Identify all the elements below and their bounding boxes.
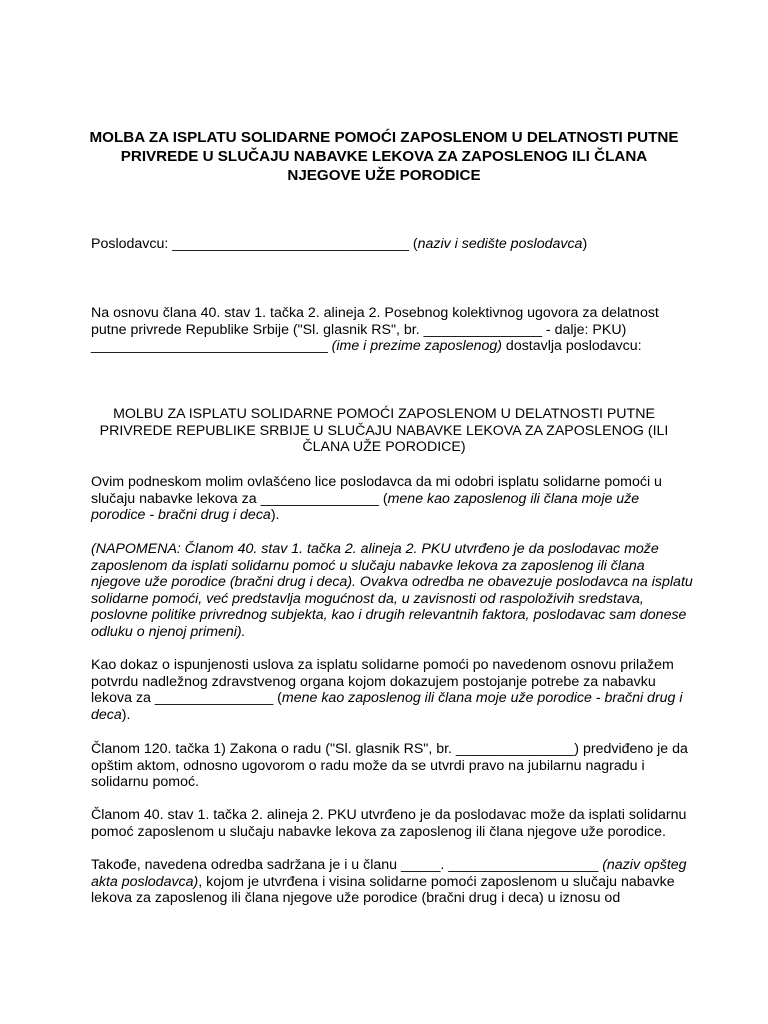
employer-hint: naziv i sedište poslodavca xyxy=(417,236,583,252)
request-subtitle xyxy=(60,406,708,456)
basis-paragraph: Na osnovu člana 40. stav 1. tačka 2. alineja 2. Posebnog kolektivnog ugovora za delatnost putne privrede Republike Srbije ("Sl. glasnik RS", br. _______________ - dalje: PKU) ______________________________ (ime i prezime zaposlenog) dostavlja poslodavcu: xyxy=(91,305,659,355)
subtitle-line: MOLBU ZA ISPLATU SOLIDARNE POMOĆI ZAPOSLENOM U DELATNOSTI PUTNE xyxy=(113,406,655,422)
pku-paragraph: Članom 40. stav 1. tačka 2. alineja 2. PKU utvrđeno je da poslodavac može da isplati solidarnu pomoć zaposlenom u slučaju nabavke lekova za zaposlenog ili člana njegove uže porodice. xyxy=(91,807,687,840)
employer-label: Poslodavcu: xyxy=(91,236,173,252)
note-paragraph: (NAPOMENA: Članom 40. stav 1. tačka 2. alineja 2. PKU utvrđeno je da poslodavac može zaposlenom da isplati solidarnu pomoć u slučaju nabavke lekova za zaposlenog ili člana njegove uže porodice (bračni drug i deca). Ovakva odredba ne obavezuje poslodavca na isplatu solidarne pomoći, već predstavlja mogućnost da, u zavisnosti od raspoloživih sredstava, poslovne politike privrednog subjekta, kao i drugih relevantnih faktora, poslodavac sam donese odluku o njenoj primeni). xyxy=(91,541,693,640)
labor-law-paragraph: Članom 120. tačka 1) Zakona o radu ("Sl. glasnik RS", br. _______________) predviđeno je da opštim aktom, odnosno ugovorom o radu može da se utvrdi pravo na jubilarnu nagradu i solidarnu pomoć. xyxy=(91,741,688,791)
proof-paragraph: Kao dokaz o ispunjenosti uslova za isplatu solidarne pomoći po navedenom osnovu prilažem potvrdu nadležnog zdravstvenog organa kojom dokazujem postojanje potrebe za nabavku lekova za _______________ (mene kao zaposlenog ili člana moje uže porodice - bračni drug i deca). xyxy=(91,657,683,723)
request-paragraph: Ovim podneskom molim ovlašćeno lice poslodavca da mi odobri isplatu solidarne pomoći u slučaju nabavke lekova za _______________ (mene kao zaposlenog ili člana moje uže porodice - bračni drug i deca). xyxy=(91,474,662,524)
employer-blank: ______________________________ xyxy=(172,236,409,252)
document-title xyxy=(60,128,708,185)
title-line: PRIVREDE U SLUČAJU NABAVKE LEKOVA ZA ZAPOSLENOG ILI ČLANA xyxy=(120,148,648,165)
subtitle-line: ČLANA UŽE PORODICE) xyxy=(302,439,466,456)
employer-line: Poslodavcu: ______________________________ (naziv i sedište poslodavca) xyxy=(91,236,588,252)
title-line: MOLBA ZA ISPLATU SOLIDARNE POMOĆI ZAPOSLENOM U DELATNOSTI PUTNE xyxy=(89,129,679,146)
title-line: NJEGOVE UŽE PORODICE xyxy=(287,167,481,184)
subtitle-line: PRIVREDE REPUBLIKE SRBIJE U SLUČAJU NABAVKE LEKOVA ZA ZAPOSLENOG (ILI xyxy=(99,422,669,439)
also-paragraph: Takođe, navedena odredba sadržana je i u članu _____. ___________________ (naziv opšteg akta poslodavca), kojom je utvrđena i visina solidarne pomoći zaposlenom u slučaju nabavke lekova za zaposlenog ili člana njegove uže porodice (bračni drug i deca) u iznosu od xyxy=(91,857,687,907)
